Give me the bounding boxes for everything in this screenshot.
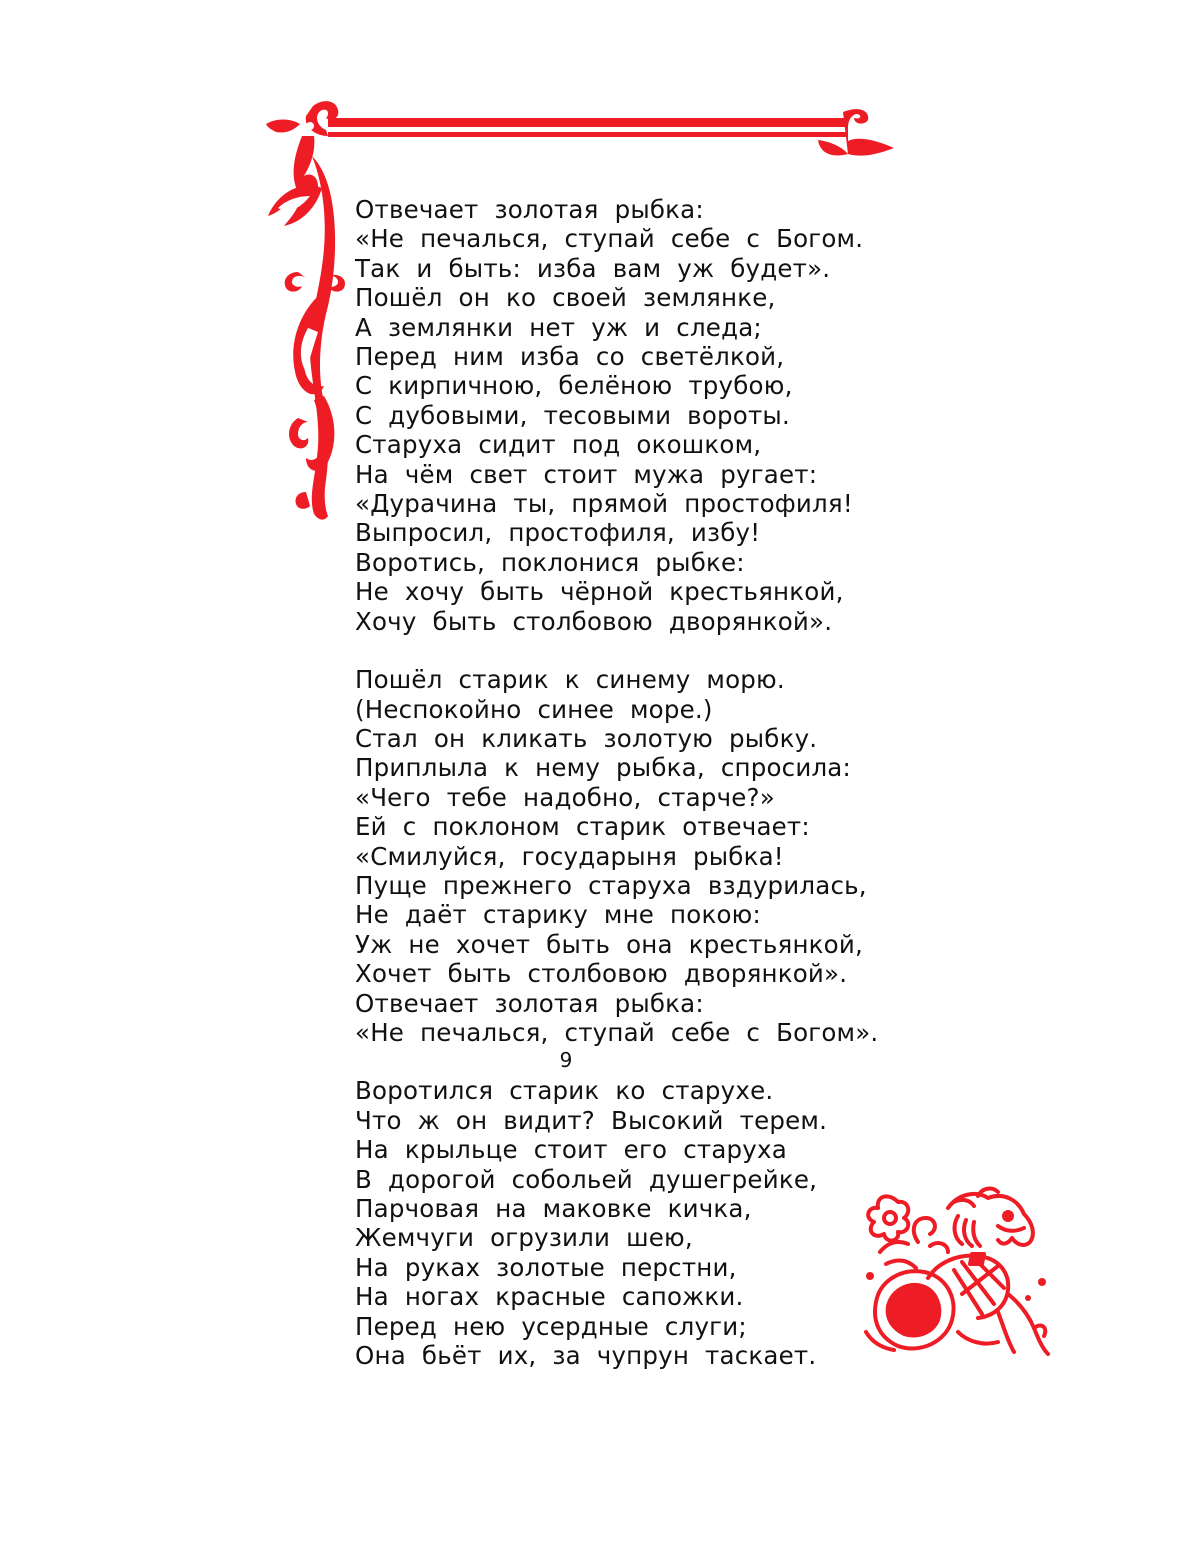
poem-line: Она бьёт их, за чупрун таскает.	[355, 1341, 817, 1371]
poem-line: Хочу быть столбовою дворянкой».	[355, 606, 833, 636]
poem-line: Пуще прежнего старуха вздурилась,	[355, 870, 867, 900]
stanza	[355, 665, 915, 1047]
poem-line: А землянки нет уж и следа;	[355, 312, 762, 342]
poem-line: Что ж он видит? Высокий терем.	[355, 1105, 828, 1135]
poem-line: Жемчуги огрузили шею,	[355, 1223, 693, 1253]
poem-line: Уж не хочет быть она крестьянкой,	[355, 929, 863, 959]
poem-line: Не даёт старику мне покою:	[355, 900, 761, 930]
poem-line: Выпросил, простофиля, избу!	[355, 518, 761, 548]
poem-line: Стал он кликать золотую рыбку.	[355, 723, 818, 753]
poem-line: Приплыла к нему рыбка, спросила:	[355, 753, 851, 783]
poem-line: «Не печалься, ступай себе с Богом.	[355, 224, 864, 254]
poem-line: (Неспокойно синее море.)	[355, 694, 713, 724]
poem-line: Пошёл старик к синему морю.	[355, 665, 785, 695]
poem-line: Перед нею усердные слуги;	[355, 1311, 747, 1341]
poem-line: На крыльце стоит его старуха	[355, 1135, 787, 1165]
poem-line: Пошёл он ко своей землянке,	[355, 283, 776, 313]
poem-line: С кирпичною, белёною трубою,	[355, 371, 793, 401]
poem-line: На ногах красные сапожки.	[355, 1282, 744, 1312]
poem-line: Воротился старик ко старухе.	[355, 1076, 774, 1106]
poem-line: «Чего тебе надобно, старче?»	[355, 782, 775, 812]
stanza	[355, 1076, 915, 1370]
poem-text	[355, 195, 915, 1370]
poem-line: «Смилуйся, государыня рыбка!	[355, 841, 784, 871]
poem-line: Хочет быть столбовою дворянкой».	[355, 959, 848, 989]
poem-line: Старуха сидит под окошком,	[355, 430, 762, 460]
poem-line: Перед ним изба со светёлкой,	[355, 342, 785, 372]
stanza	[355, 195, 915, 636]
poem-line: Воротись, поклонися рыбке:	[355, 547, 745, 577]
poem-line: «Дурачина ты, прямой простофиля!	[355, 489, 853, 519]
poem-line: Отвечает золотая рыбка:	[355, 988, 704, 1018]
poem-line: Отвечает золотая рыбка:	[355, 195, 704, 224]
poem-line: Ей с поклоном старик отвечает:	[355, 812, 810, 842]
poem-line: С дубовыми, тесовыми вороты.	[355, 400, 790, 430]
poem-line: Так и быть: изба вам уж будет».	[355, 253, 831, 283]
poem-line: «Не печалься, ступай себе с Богом».	[355, 1017, 879, 1047]
poem-line: В дорогой собольей душегрейке,	[355, 1164, 818, 1194]
poem-line: Парчовая на маковке кичка,	[355, 1194, 752, 1223]
poem-line: На чём свет стоит мужа ругает:	[355, 459, 818, 489]
page-number: 9	[559, 1048, 573, 1072]
poem-line: Не хочу быть чёрной крестьянкой,	[355, 577, 844, 607]
poem-line: На руках золотые перстни,	[355, 1252, 737, 1282]
